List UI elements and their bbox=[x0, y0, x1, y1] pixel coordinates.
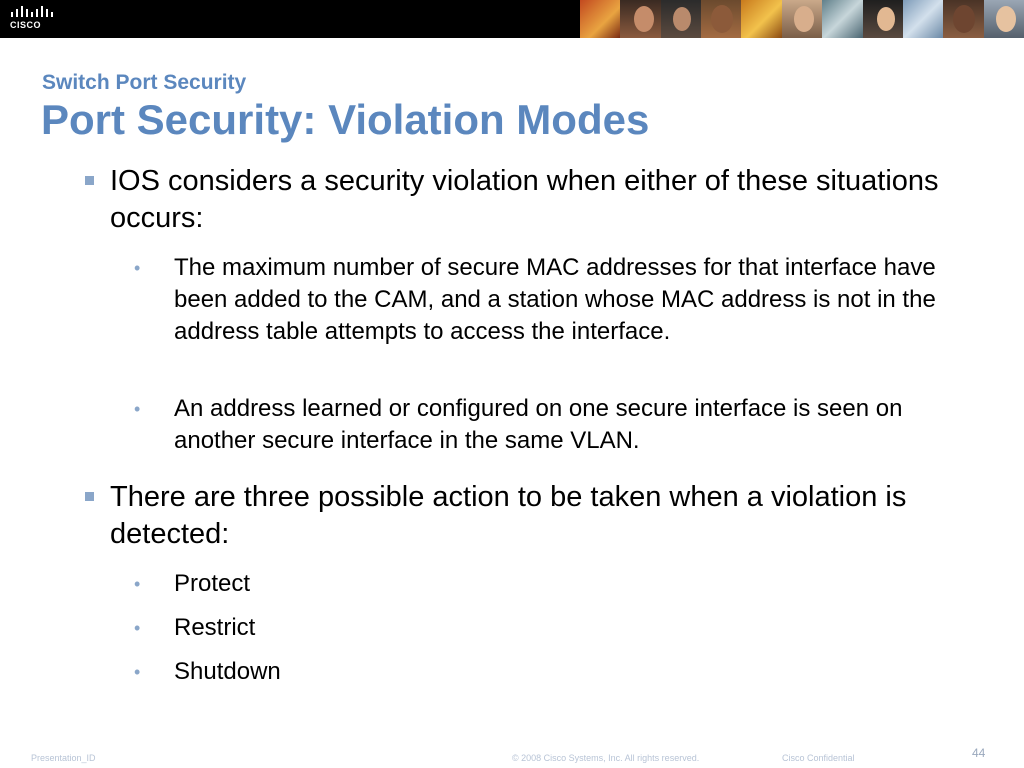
square-bullet-icon bbox=[85, 176, 94, 185]
cisco-wordmark: CISCO bbox=[10, 20, 42, 30]
dot-bullet-icon: • bbox=[134, 399, 141, 419]
header-photo bbox=[620, 0, 660, 38]
sub-bullet-item bbox=[134, 393, 964, 457]
header-photo bbox=[661, 0, 701, 38]
header-banner bbox=[0, 0, 1024, 38]
bullet-text: IOS considers a security violation when either of these situations occurs: bbox=[110, 165, 939, 234]
header-photo bbox=[701, 0, 741, 38]
footer-presentation-id: Presentation_ID bbox=[31, 753, 96, 763]
slide-title: Port Security: Violation Modes bbox=[41, 96, 650, 143]
dot-bullet-icon: • bbox=[134, 574, 141, 594]
cisco-logo bbox=[10, 5, 60, 33]
sub-bullet-text: The maximum number of secure MAC addresses for that interface have been added to the CAM, and a station whose MAC address is not in the address table attempts to access the interface. bbox=[174, 254, 936, 345]
dot-bullet-icon: • bbox=[134, 258, 141, 278]
bullet-item bbox=[110, 163, 970, 237]
sub-bullet-item bbox=[134, 656, 964, 688]
sub-bullet-text: Protect bbox=[174, 570, 251, 597]
header-photo bbox=[863, 0, 903, 38]
footer-copyright: © 2008 Cisco Systems, Inc. All rights reserved. bbox=[512, 753, 700, 763]
sub-bullet-text: Shutdown bbox=[174, 658, 281, 685]
cisco-bars-icon bbox=[10, 6, 58, 18]
sub-bullet-text: An address learned or configured on one secure interface is seen on another secure interface in the same VLAN. bbox=[174, 395, 903, 454]
footer-confidential: Cisco Confidential bbox=[782, 753, 855, 763]
dot-bullet-icon: • bbox=[134, 618, 141, 638]
sub-bullet-text: Restrict bbox=[174, 614, 256, 641]
header-photo bbox=[822, 0, 862, 38]
dot-bullet-icon: • bbox=[134, 662, 141, 682]
square-bullet-icon bbox=[85, 492, 94, 501]
slide-subtitle: Switch Port Security bbox=[42, 71, 247, 94]
header-photo bbox=[943, 0, 983, 38]
header-photo bbox=[903, 0, 943, 38]
bullet-text: There are three possible action to be taken when a violation is detected: bbox=[110, 481, 907, 550]
header-photo bbox=[984, 0, 1024, 38]
bullet-item bbox=[110, 479, 970, 553]
header-photo bbox=[741, 0, 781, 38]
header-photo bbox=[782, 0, 822, 38]
sub-bullet-item bbox=[134, 612, 964, 644]
sub-bullet-item bbox=[134, 252, 964, 348]
page-number: 44 bbox=[972, 746, 986, 760]
header-photo bbox=[580, 0, 620, 38]
sub-bullet-item bbox=[134, 568, 964, 600]
header-photo-strip bbox=[580, 0, 1024, 38]
